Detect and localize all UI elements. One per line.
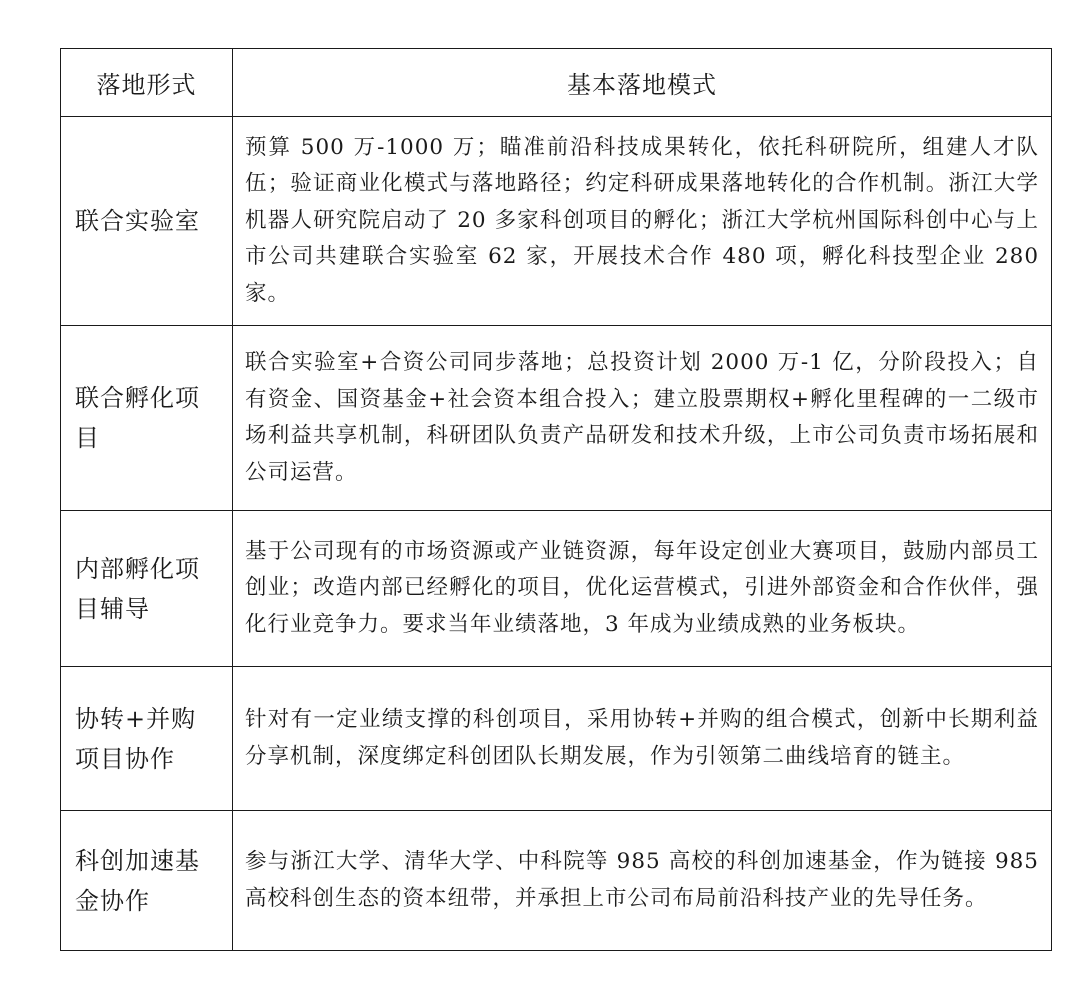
landing-form-cell: 联合孵化项目 [61,326,233,511]
table-header-row [61,49,1052,117]
landing-form-cell: 科创加速基金协作 [61,811,233,951]
landing-form-cell: 内部孵化项目辅导 [61,511,233,667]
landing-mode-cell: 参与浙江大学、清华大学、中科院等 985 高校的科创加速基金，作为链接 985 高校科创生态的资本纽带，并承担上市公司布局前沿科技产业的先导任务。 [233,811,1052,951]
landing-mode-cell: 基于公司现有的市场资源或产业链资源，每年设定创业大赛项目，鼓励内部员工创业；改造内部已经孵化的项目，优化运营模式，引进外部资金和合作伙伴，强化行业竞争力。要求当年业绩落地，3 年成为业绩成熟的业务板块。 [233,511,1052,667]
landing-mode-cell: 联合实验室+合资公司同步落地；总投资计划 2000 万-1 亿，分阶段投入；自有资金、国资基金+社会资本组合投入；建立股票期权+孵化里程碑的一二级市场利益共享机制，科研团队负责产品研发和技术升级，上市公司负责市场拓展和公司运营。 [233,326,1052,511]
landing-form-cell: 协转+并购项目协作 [61,667,233,811]
table-row [61,326,1052,511]
table-row [61,811,1052,951]
landing-modes-table [60,48,1052,951]
table-row [61,667,1052,811]
landing-mode-cell: 针对有一定业绩支撑的科创项目，采用协转+并购的组合模式，创新中长期利益分享机制，深度绑定科创团队长期发展，作为引领第二曲线培育的链主。 [233,667,1052,811]
landing-form-cell: 联合实验室 [61,117,233,326]
header-basic-landing-mode: 基本落地模式 [233,49,1052,117]
table-row [61,117,1052,326]
landing-mode-cell: 预算 500 万-1000 万；瞄准前沿科技成果转化，依托科研院所，组建人才队伍；验证商业化模式与落地路径；约定科研成果落地转化的合作机制。浙江大学机器人研究院启动了 20 多家科创项目的孵化；浙江大学杭州国际科创中心与上市公司共建联合实验室 62 家，开展技术合作 480 项，孵化科技型企业 280 家。 [233,117,1052,326]
header-landing-form: 落地形式 [61,49,233,117]
table-row [61,511,1052,667]
